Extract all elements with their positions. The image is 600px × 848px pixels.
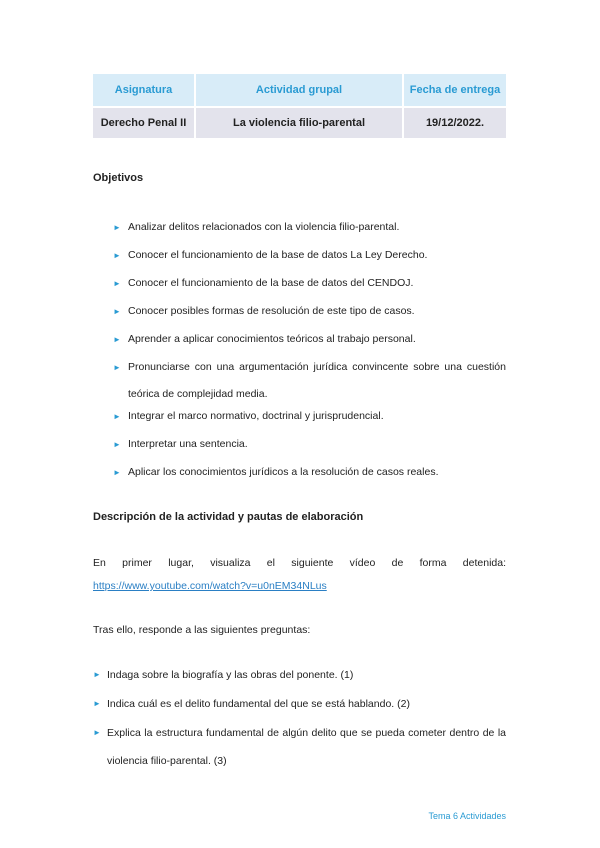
bullet-arrow-icon: ► [113, 307, 121, 316]
after-paragraph: Tras ello, responde a las siguientes preguntas: [93, 624, 311, 636]
list-item: ► Indica cuál es el delito fundamental del que se está hablando. (2) [93, 690, 506, 719]
header-actividad: Actividad grupal [195, 74, 403, 107]
bullet-arrow-icon: ► [93, 699, 101, 708]
list-item: ► Integrar el marco normativo, doctrinal y jurisprudencial. [93, 403, 506, 431]
objectives-list [93, 214, 506, 487]
activity-info-table [93, 74, 506, 138]
bullet-arrow-icon: ► [93, 728, 101, 737]
list-item: ► Explica la estructura fundamental de algún delito que se pueda cometer dentro de la violencia filio-parental. (3) [93, 719, 506, 775]
bullet-arrow-icon: ► [113, 363, 121, 372]
bullet-arrow-icon: ► [93, 670, 101, 679]
list-item: ► Indaga sobre la biografía y las obras del ponente. (1) [93, 661, 506, 690]
questions-list [93, 661, 506, 775]
table-value-row [93, 107, 506, 138]
intro-text: En primer lugar, visualiza el siguiente vídeo de forma detenida: [93, 557, 506, 569]
bullet-arrow-icon: ► [113, 251, 121, 260]
value-asignatura: Derecho Penal II [93, 107, 195, 138]
bullet-arrow-icon: ► [113, 412, 121, 421]
intro-paragraph [93, 552, 506, 598]
list-item: ► Conocer el funcionamiento de la base de datos del CENDOJ. [93, 270, 506, 298]
list-item: ► Conocer posibles formas de resolución de este tipo de casos. [93, 298, 506, 326]
list-item: ► Pronunciarse con una argumentación jurídica convincente sobre una cuestión teórica de complejidad media. [93, 354, 506, 403]
bullet-arrow-icon: ► [113, 468, 121, 477]
bullet-arrow-icon: ► [113, 223, 121, 232]
list-item: ► Analizar delitos relacionados con la violencia filio-parental. [93, 214, 506, 242]
bullet-arrow-icon: ► [113, 440, 121, 449]
list-item: ► Aprender a aplicar conocimientos teóricos al trabajo personal. [93, 326, 506, 354]
header-asignatura: Asignatura [93, 74, 195, 107]
bullet-arrow-icon: ► [113, 335, 121, 344]
description-heading: Descripción de la actividad y pautas de elaboración [93, 511, 364, 523]
bullet-arrow-icon: ► [113, 279, 121, 288]
header-fecha: Fecha de entrega [403, 74, 506, 107]
value-actividad: La violencia filio-parental [195, 107, 403, 138]
list-item: ► Conocer el funcionamiento de la base de datos La Ley Derecho. [93, 242, 506, 270]
youtube-video-link[interactable]: https://www.youtube.com/watch?v=u0nEM34NLus [93, 580, 327, 592]
page-footer: Tema 6 Actividades [428, 811, 506, 821]
list-item: ► Aplicar los conocimientos jurídicos a la resolución de casos reales. [93, 459, 506, 487]
objectives-heading: Objetivos [93, 172, 144, 184]
table-header-row [93, 74, 506, 107]
value-fecha: 19/12/2022. [403, 107, 506, 138]
list-item: ► Interpretar una sentencia. [93, 431, 506, 459]
